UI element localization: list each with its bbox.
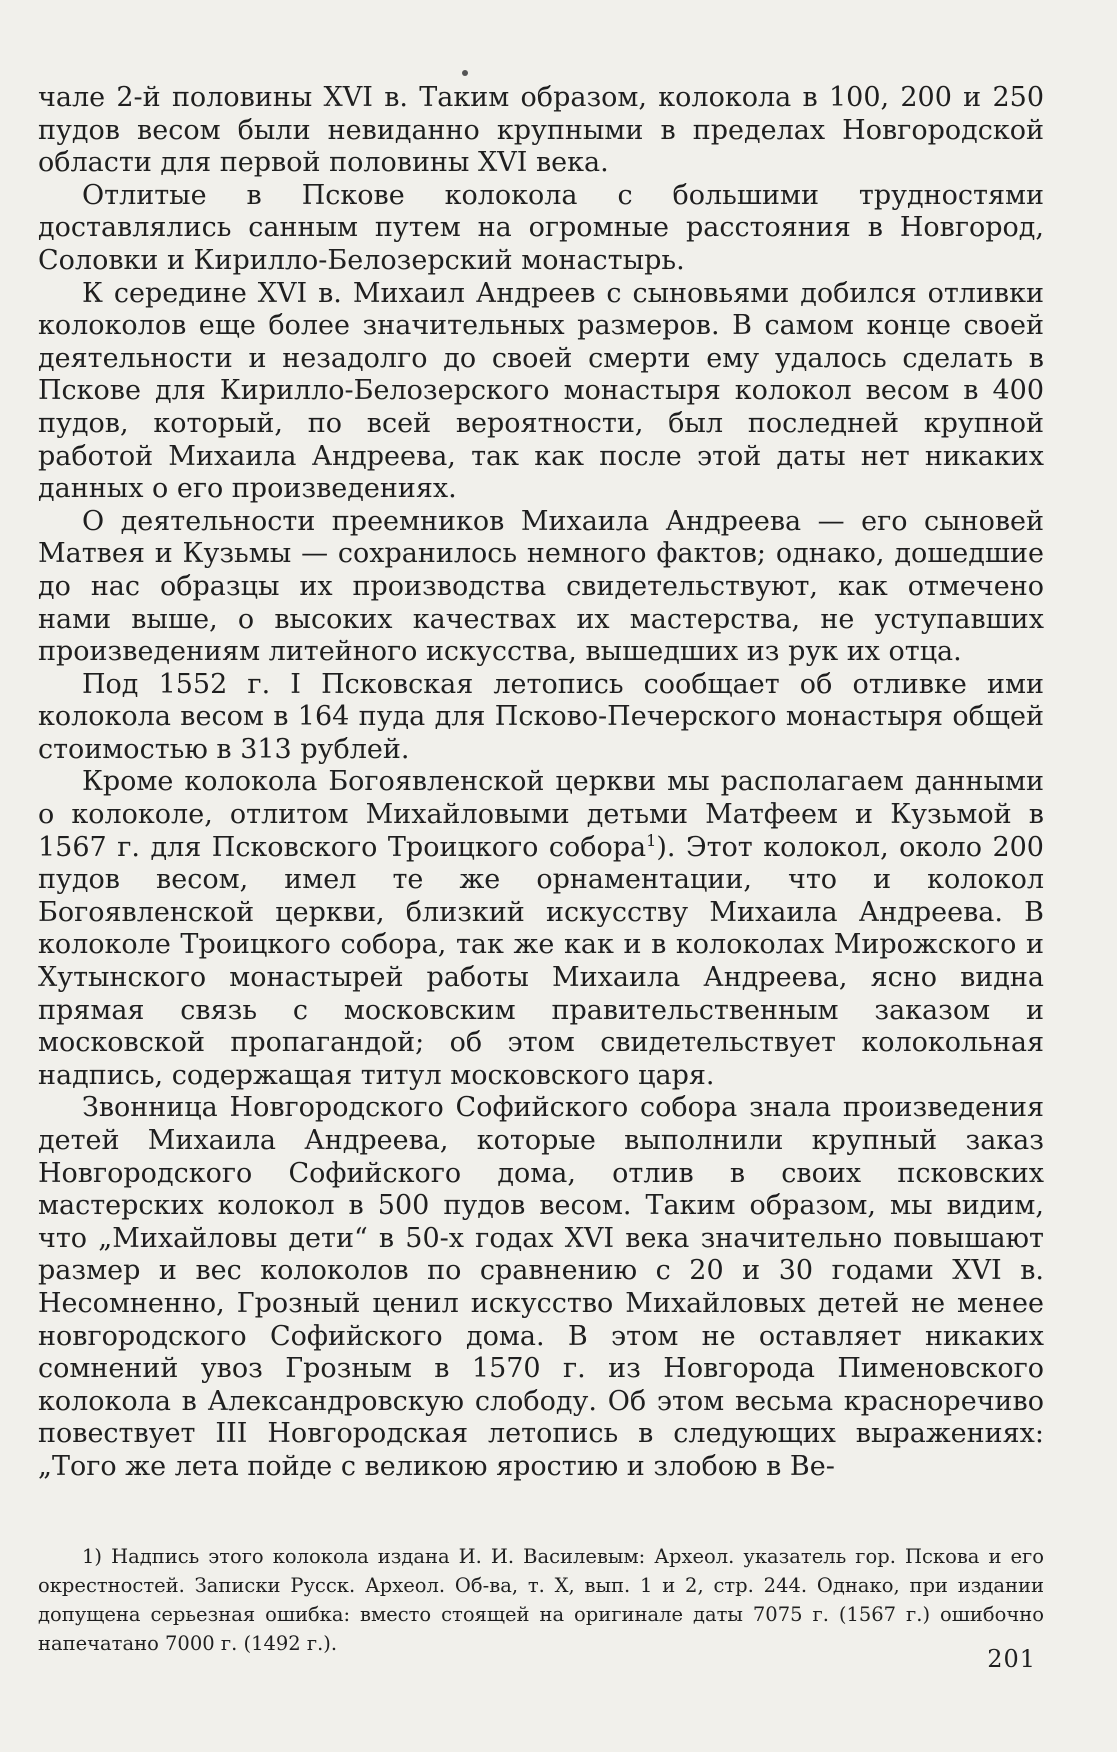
page-number: 201 <box>987 1645 1036 1673</box>
paragraph-6 <box>38 766 1044 1092</box>
footnote <box>38 1542 1044 1658</box>
footnote-text <box>38 1542 1044 1658</box>
book-page <box>38 82 1044 1722</box>
footnote-marker: 1) <box>82 1545 103 1568</box>
paragraph-4: О деятельности преемников Михаила Андреева — его сыновей Матвея и Кузьмы — сохранилось немного фактов; однако, дошедшие до нас образцы их производства свидетельствуют, как отмечено нами выше, о высоких качествах их мастерства, не уступавших произведениям литейного искусства, вышедших из рук их отца. <box>38 505 1044 668</box>
main-text <box>38 82 1044 1484</box>
footnote-reference: 1 <box>646 830 657 850</box>
print-speck <box>462 70 468 76</box>
paragraph-5: Под 1552 г. I Псковская летопись сообщает об отливке ими колокола весом в 164 пуда для Псково-Печерского монастыря общей стоимостью в 313 рублей. <box>38 668 1044 765</box>
paragraph-2: Отлитые в Пскове колокола с большими трудностями доставлялись санным путем на огромные расстояния в Новгород, Соловки и Кирилло-Белозерский монастырь. <box>38 179 1044 276</box>
paragraph-6-part-2: ). Этот колокол, около 200 пудов весом, имел те же орнаментации, что и колокол Богоявленской церкви, близкий искусству Михаила Андреева. В колоколе Троицкого собора, так же как и в колоколах Мирожского и Хутынского монастырей работы Михаила Андреева, ясно видна прямая связь с московским правительственным заказом и московской пропагандой; об этом свидетельствует колокольная надпись, содержащая титул московского царя. <box>38 831 1044 1091</box>
paragraph-1: чале 2-й половины XVI в. Таким образом, колокола в 100, 200 и 250 пудов весом были невиданно крупными в пределах Новгородской области для первой половины XVI века. <box>38 82 1044 179</box>
paragraph-7: Звонница Новгородского Софийского собора знала произведения детей Михаила Андреева, которые выполнили крупный заказ Новгородского Софийского дома, отлив в своих псковских мастерских колокол в 500 пудов весом. Таким образом, мы видим, что „Михайловы дети“ в 50-х годах XVI века значительно повышают размер и вес колоколов по сравнению с 20 и 30 годами XVI в. Несомненно, Грозный ценил искусство Михайловых детей не менее новгородского Софийского дома. В этом не оставляет никаких сомнений увоз Грозным в 1570 г. из Новгорода Пименовского колокола в Александровскую слободу. Об этом весьма красноречиво повествует III Новгородская летопись в следующих выражениях: „Того же лета пойде с великою яростию и злобою в Ве- <box>38 1092 1044 1482</box>
paragraph-3: К середине XVI в. Михаил Андреев с сыновьями добился отливки колоколов еще более значительных размеров. В самом конце своей деятельности и незадолго до своей смерти ему удалось сделать в Пскове для Кирилло-Белозерского монастыря колокол весом в 400 пудов, который, по всей вероятности, был последней крупной работой Михаила Андреева, так как после этой даты нет никаких данных о его произведениях. <box>38 277 1044 505</box>
footnote-body: Надпись этого колокола издана И. И. Василевым: Археол. указатель гор. Пскова и его окрестностей. Записки Русск. Археол. Об-ва, т. X, вып. 1 и 2, стр. 244. Однако, при издании допущена серьезная ошибка: вместо стоящей на оригинале даты 7075 г. (1567 г.) ошибочно напечатано 7000 г. (1492 г.). <box>38 1545 1044 1655</box>
paragraph-6-part-1: Кроме колокола Богоявленской церкви мы располагаем данными о колоколе, отлитом Михайловыми детьми Матфеем и Кузьмой в 1567 г. для Псковского Троицкого собора <box>38 766 1044 863</box>
